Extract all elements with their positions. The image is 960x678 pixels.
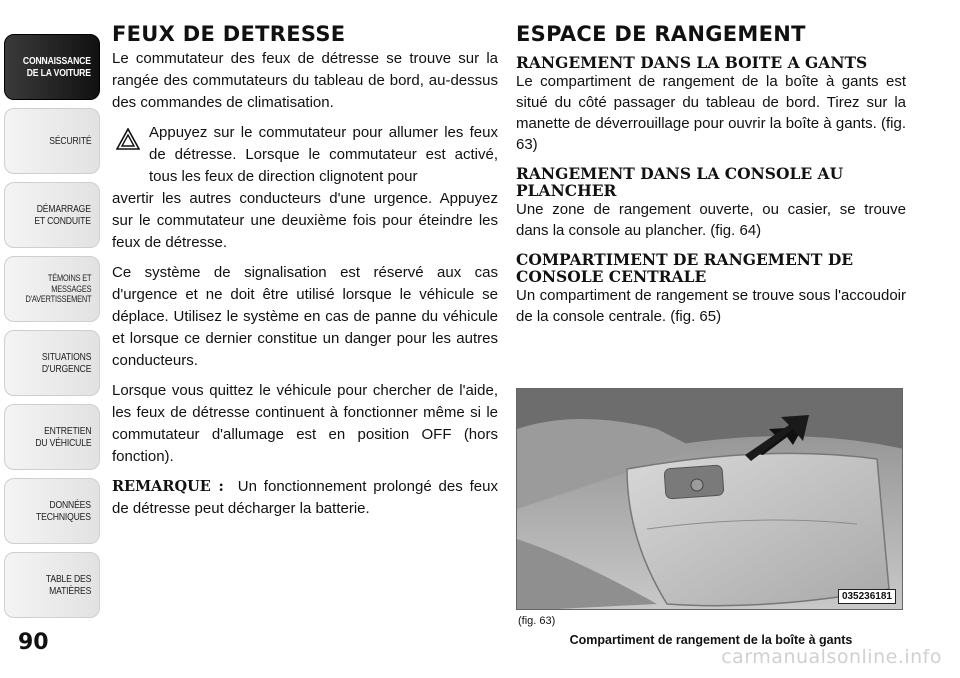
glove-box-illustration (517, 389, 903, 610)
subsection-title-console-plancher: RANGEMENT DANS LA CONSOLE AU PLANCHER (516, 164, 844, 200)
tab-table-des-matieres[interactable] (4, 552, 100, 618)
warning-text-first: Appuyez sur le commutateur pour allumer les feux de détresse. Lorsque le commutateur est activé, tous les feux de direction clignotent pour (149, 124, 498, 185)
tab-label: SITUATIONS D'URGENCE (41, 351, 91, 375)
leave-vehicle-paragraph: Lorsque vous quittez le véhicule pour chercher de l'aide, les feux de détresse continuent à fonctionner même si le commutateur d'allumage est en position OFF (hors fonction). (112, 382, 498, 465)
note-paragraph (112, 476, 498, 520)
left-column (112, 22, 498, 528)
watermark: carmanualsonline.info (721, 646, 942, 668)
page-number: 90 (18, 630, 49, 655)
tab-label: DONNÉES TECHNIQUES (36, 499, 91, 523)
tab-label: DÉMARRAGE ET CONDUITE (34, 203, 91, 227)
tab-donnees-techniques[interactable] (4, 478, 100, 544)
warning-text-rest: avertir les autres conducteurs d'une urgence. Appuyez sur le commutateur une deuxième fois pour éteindre les feux de détresse. (112, 190, 498, 251)
figure-reference: (fig. 63) (518, 615, 556, 627)
tab-entretien-du-vehicule[interactable] (4, 404, 100, 470)
hazard-triangle-icon (116, 128, 140, 150)
intro-paragraph: Le commutateur des feux de détresse se trouve sur la rangée des commutateurs du tableau de bord, au-dessus des commandes de climatisation. (112, 50, 498, 111)
tab-label: TÉMOINS ET MESSAGES D'AVERTISSEMENT (25, 273, 91, 305)
tab-temoins-et-messages[interactable] (4, 256, 100, 322)
glove-box-photo (516, 388, 903, 610)
boite-a-gants-text: Le compartiment de rangement de la boîte à gants est situé du côté passager du tableau de bord. Tirez sur la manette de déverrouillage pour ouvrir la boîte à gants. (fig. 63) (516, 73, 906, 153)
subsection-title-console-centrale: COMPARTIMENT DE RANGEMENT DE CONSOLE CENTRALE (516, 250, 854, 286)
tab-label: TABLE DES MATIÈRES (45, 573, 91, 597)
usage-paragraph: Ce système de signalisation est réservé aux cas d'urgence et ne doit être utilisé lorsque le véhicule se déplace. Utilisez le système en cas de panne du véhicule et lorsque ce dernier constitue un danger pour les autres conducteurs. (112, 264, 498, 369)
tab-securite[interactable] (4, 108, 100, 174)
console-centrale-text: Un compartiment de rangement se trouve sous l'accoudoir de la console centrale. (fig. 65) (516, 287, 906, 325)
tab-connaissance-de-la-voiture[interactable] (4, 34, 100, 100)
note-label: REMARQUE : (112, 478, 224, 495)
section-title-feux-de-detresse: FEUX DE DETRESSE (112, 22, 346, 46)
console-plancher-text: Une zone de rangement ouverte, ou casier, se trouve dans la console au plancher. (fig. 64) (516, 201, 906, 239)
tab-label: CONNAISSANCE DE LA VOITURE (23, 55, 91, 79)
tab-situations-d-urgence[interactable] (4, 330, 100, 396)
tab-demarrage-et-conduite[interactable] (4, 182, 100, 248)
tab-label: ENTRETIEN DU VÉHICULE (34, 425, 91, 449)
warning-block (112, 122, 498, 254)
note-text: Un fonctionnement prolongé des feux de détresse peut décharger la batterie. (112, 478, 498, 517)
section-title-espace-de-rangement: ESPACE DE RANGEMENT (516, 22, 806, 46)
figure-caption: Compartiment de rangement de la boîte à gants (569, 633, 853, 647)
tab-label: SÉCURITÉ (48, 135, 91, 147)
subsection-title-boite-a-gants: RANGEMENT DANS LA BOITE A GANTS (516, 53, 868, 72)
figure-code: 035236181 (838, 589, 896, 604)
right-column (516, 22, 906, 329)
